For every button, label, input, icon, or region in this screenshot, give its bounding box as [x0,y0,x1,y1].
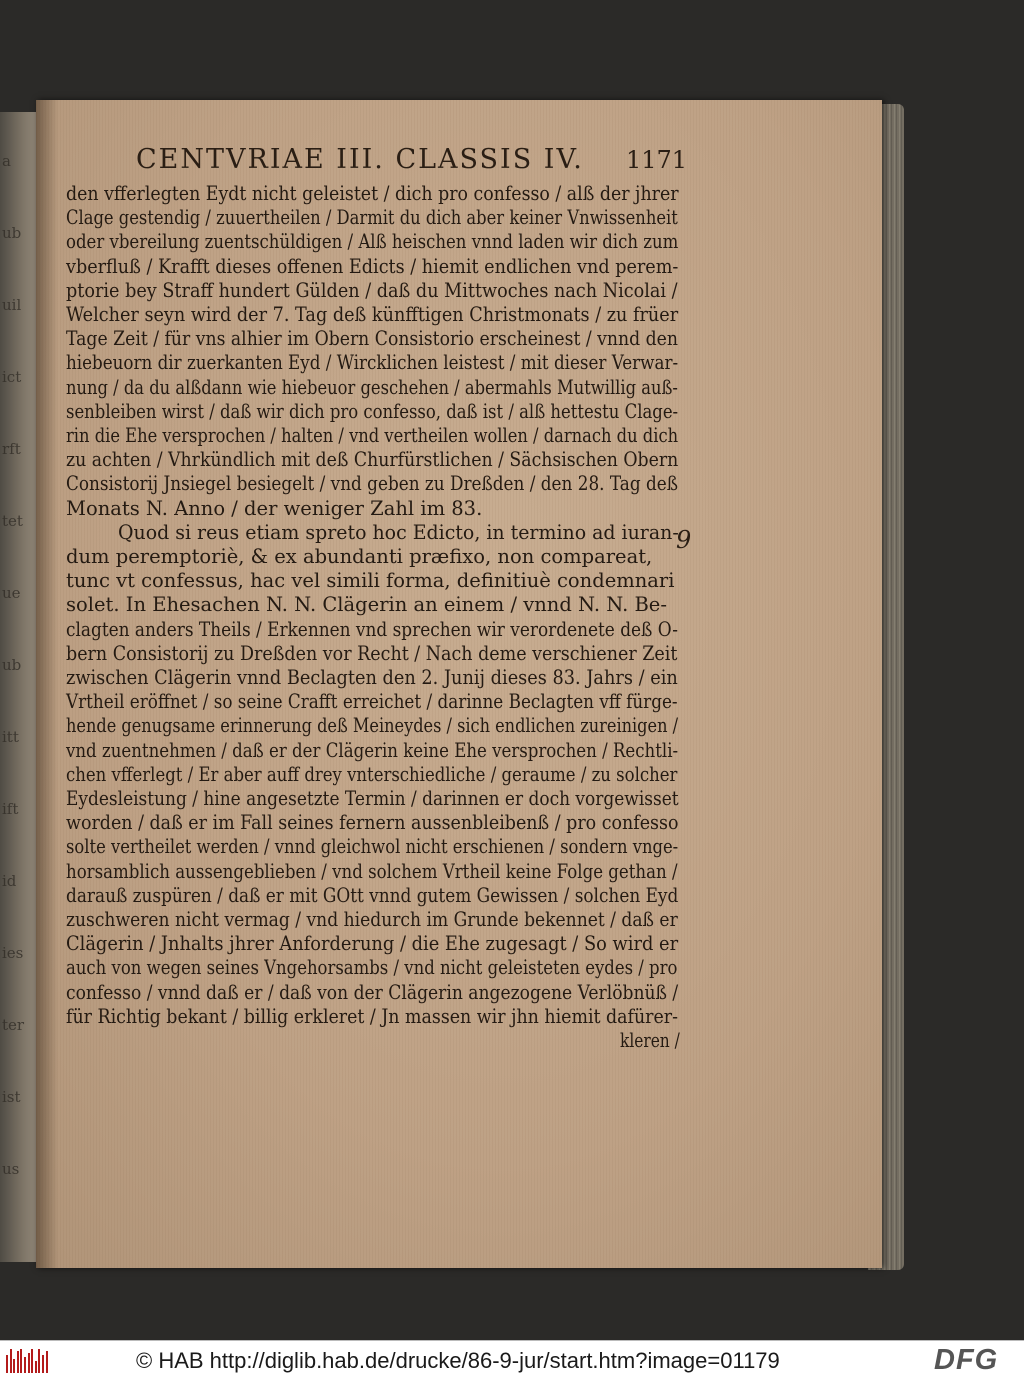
left-page-fragment: ict [2,368,22,382]
logo-bar [31,1349,33,1373]
text-line: senbleiben wirst / daß wir dich pro confesso, daß ist / alß hettestu Clage- [66,399,679,423]
text-line: chen vfferlegt / Er aber auff drey vnterschiedliche / geraume / zu solcher [66,762,678,786]
page-number: 1171 [626,146,688,174]
left-page-fragment: ue [2,584,21,598]
logo-bar [42,1355,44,1373]
text-line: nung / da du alßdann wie hiebeuor geschehen / abermahls Mutwillig auß- [66,375,678,399]
left-page-fragment: ies [2,944,24,958]
text-line: Welcher seyn wird der 7. Tag deß künfftigen Christmonats / zu früer [66,303,679,326]
logo-bar [24,1357,26,1373]
text-line: Monats N. Anno / der weniger Zahl im 83. [66,496,483,520]
margin-note: 9 [676,526,692,554]
left-page-fragment: rft [2,440,21,454]
hab-logo-icon [6,1349,50,1373]
text-line: Clage gestendig / zuuertheilen / Darmit du dich aber keiner Vnwissenheit [66,206,678,230]
text-line: vnd zuentnehmen / daß er der Clägerin keine Ehe versprochen / Rechtli- [66,738,679,762]
page-gutter-shadow [36,100,58,1268]
text-line: Consistorij Jnsiegel besiegelt / vnd geben zu Dreßden / den 28. Tag deß [66,472,679,496]
left-page-fragment: itt [2,728,19,742]
text-line: zwischen Clägerin vnnd Beclagten den 2. Junij dieses 83. Jahrs / ein [66,666,678,689]
text-line: vberfluß / Krafft dieses offenen Edicts / hiemit endlichen vnd perem- [66,254,679,278]
logo-bar [35,1361,37,1373]
text-line: bern Consistorij zu Dreßden vor Recht / Nach deme verschiener Zeit [66,641,678,665]
left-page-fragment: ist [2,1088,21,1102]
text-line: clagten anders Theils / Erkennen vnd sprechen wir verordenete deß O- [66,617,678,641]
text-line: darauß zuspüren / daß er mit GOtt vnnd gutem Gewissen / solchen Eyd [66,883,679,907]
text-line: für Richtig bekant / billig erkleret / Jn massen wir jhn hiemit dafürer- [66,1004,678,1028]
left-page-fragment: id [2,872,17,886]
text-line: zuschweren nicht vermag / vnd hiedurch im Grunde bekennet / daß er [66,908,678,931]
text-line: dum peremptoriè, & ex abundanti præfixo, non compareat, [66,545,653,568]
text-line: zu achten / Vhrkündlich mit deß Churfürstlichen / Sächsischen Obern [66,448,679,472]
text-line: Eydesleistung / hine angesetzte Termin / darinnen er doch vorgewisset [66,787,679,810]
left-page-fragment: tet [2,512,23,526]
logo-bar [6,1355,8,1373]
text-line: worden / daß er im Fall seines fernern aussenbleibenß / pro confesso [66,811,679,835]
logo-bar [20,1349,22,1373]
text-line: auch von wegen seines Vngehorsambs / vnd nicht geleisteten eydes / pro [66,956,678,980]
text-line: solte vertheilet werden / vnnd gleichwol nicht erschienen / sondern vnge- [66,835,679,859]
text-line: Clägerin / Jnhalts jhrer Anforderung / die Ehe zugesagt / So wird er [66,932,679,956]
logo-bar [46,1351,48,1373]
dfg-logo: DFG [934,1344,999,1376]
text-line: hiebeuorn dir zuerkanten Eyd / Wircklichen leistest / mit dieser Verwar- [66,351,679,375]
left-page-fragment: a [2,152,11,166]
copyright-url[interactable]: © HAB http://diglib.hab.de/drucke/86-9-jur/start.htm?image=01179 [136,1348,780,1373]
text-line: tunc vt confessus, hac vel simili forma, definitiuè condemnari [66,569,675,593]
logo-bar [28,1353,30,1373]
left-page-fragment: ift [2,800,19,814]
text-line: confesso / vnnd daß er / daß von der Clägerin angezogene Verlöbnüß / [66,980,679,1004]
text-line: horsamblich aussengeblieben / vnd solchem Vrtheil keine Folge gethan / [66,859,678,883]
text-line: Quod si reus etiam spreto hoc Edicto, in termino ad iuran- [118,520,679,544]
left-page-fragment: ub [2,224,22,238]
logo-bar [17,1351,19,1373]
text-line: ptorie bey Straff hundert Gülden / daß du Mittwoches nach Nicolai / [66,278,678,302]
logo-bar [38,1349,40,1373]
text-line: kleren / [620,1029,680,1052]
left-page-fragment: uil [2,296,22,310]
footer-bar [0,1340,1024,1379]
logo-bar [10,1349,12,1373]
text-line: Tage Zeit / für vns alhier im Obern Consistorio erscheinest / vnnd den [66,327,678,351]
left-page-fragment: us [2,1160,20,1174]
text-line: hende genugsame erinnerung deß Meineydes / sich endlichen zureinigen / [66,714,679,738]
running-head: CENTVRIAE III. CLASSIS IV. [136,144,584,175]
logo-bar [13,1359,15,1373]
text-line: solet. In Ehesachen N. N. Clägerin an einem / vnnd N. N. Be- [66,593,667,617]
text-line: rin die Ehe versprochen / halten / vnd vertheilen wollen / darnach du dich [66,424,679,447]
text-line: Vrtheil eröffnet / so seine Crafft erreichet / darinne Beclagten vff fürge- [66,690,678,714]
left-page-fragment: ub [2,656,22,670]
text-line: oder vbereilung zuentschüldigen / Alß heischen vnnd laden wir dich zum [66,230,679,254]
text-line: den vfferlegten Eydt nicht geleistet / dich pro confesso / alß der jhrer [66,182,679,205]
left-page-fragment: ter [2,1016,25,1030]
